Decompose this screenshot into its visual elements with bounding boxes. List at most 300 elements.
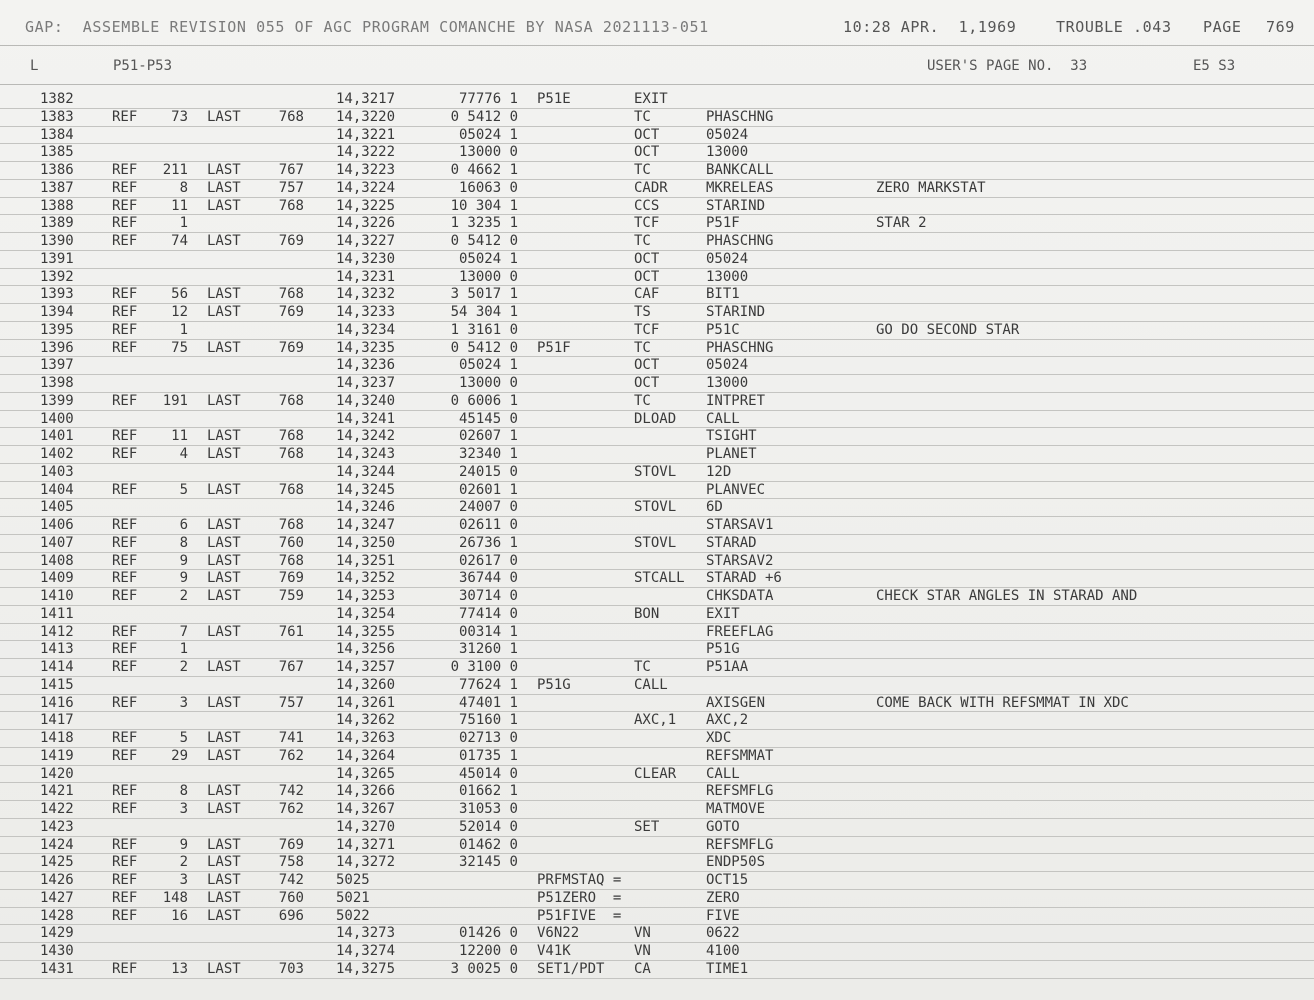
line-number: 1428 xyxy=(40,907,74,924)
header-divider xyxy=(0,45,1314,46)
last-keyword: LAST xyxy=(207,907,241,924)
operand: STARIND xyxy=(706,304,766,320)
trouble-value: TROUBLE .043 xyxy=(1056,18,1172,36)
operand: OCT15 xyxy=(706,872,749,888)
memory-address: 14,3264 xyxy=(336,747,396,764)
memory-address: 14,3266 xyxy=(336,783,396,800)
listing-row xyxy=(0,162,1314,180)
octal-code: 0 6006 1 xyxy=(450,392,518,409)
operand: REFSMMAT xyxy=(706,747,774,764)
operand: MATMOVE xyxy=(706,801,766,817)
ref-count: 8 xyxy=(179,783,188,800)
last-keyword: LAST xyxy=(207,872,241,888)
listing-row xyxy=(0,535,1314,553)
memory-address: 14,3272 xyxy=(336,854,396,871)
last-page: 696 xyxy=(278,907,304,924)
opcode: CADR xyxy=(634,179,668,196)
ref-keyword: REF xyxy=(112,339,138,356)
listing-row xyxy=(0,446,1314,464)
last-keyword: LAST xyxy=(207,179,241,196)
octal-code: 1 3235 1 xyxy=(450,215,518,232)
memory-address: 14,3242 xyxy=(336,428,396,445)
opcode: CCS xyxy=(634,197,660,214)
last-page: 758 xyxy=(278,854,304,871)
sheet-code: E5 S3 xyxy=(1193,58,1236,74)
listing-row xyxy=(0,286,1314,304)
listing-row xyxy=(0,748,1314,766)
line-number: 1399 xyxy=(40,392,74,409)
ref-keyword: REF xyxy=(112,659,138,675)
operand: STARSAV2 xyxy=(706,552,774,569)
operand: STARAD +6 xyxy=(706,570,782,587)
symbol-label: PRFMSTAQ = xyxy=(537,872,622,888)
comment: STAR 2 xyxy=(876,215,927,232)
ref-count: 3 xyxy=(179,801,188,817)
listing-row xyxy=(0,322,1314,340)
ref-count: 8 xyxy=(179,179,188,196)
operand: 13000 xyxy=(706,144,749,161)
operand: INTPRET xyxy=(706,392,766,409)
ref-count: 5 xyxy=(179,481,188,498)
listing-row xyxy=(0,695,1314,713)
ref-keyword: REF xyxy=(112,836,138,853)
ref-count: 2 xyxy=(179,588,188,604)
line-number: 1404 xyxy=(40,481,74,498)
listing-row xyxy=(0,837,1314,855)
last-keyword: LAST xyxy=(207,197,241,214)
ref-count: 9 xyxy=(179,836,188,853)
line-number: 1402 xyxy=(40,446,74,462)
memory-address: 14,3254 xyxy=(336,605,396,622)
ref-count: 11 xyxy=(171,197,188,214)
last-keyword: LAST xyxy=(207,552,241,569)
memory-address: 14,3220 xyxy=(336,108,396,125)
ref-count: 9 xyxy=(179,552,188,569)
opcode: OCT xyxy=(634,126,660,143)
page-number: 769 xyxy=(1266,18,1295,36)
last-keyword: LAST xyxy=(207,233,241,249)
listing-row xyxy=(0,908,1314,926)
listing-row xyxy=(0,411,1314,429)
ref-keyword: REF xyxy=(112,730,138,746)
octal-code: 05024 1 xyxy=(458,126,518,143)
ref-keyword: REF xyxy=(112,321,138,338)
listing-row xyxy=(0,269,1314,287)
octal-code: 01662 1 xyxy=(458,783,518,800)
listing-row xyxy=(0,251,1314,269)
symbol-label: V41K xyxy=(537,943,571,959)
line-number: 1419 xyxy=(40,747,74,764)
comment: CHECK STAR ANGLES IN STARAD AND xyxy=(876,588,1138,604)
last-page: 769 xyxy=(278,304,304,320)
operand: BANKCALL xyxy=(706,162,774,178)
memory-address: 14,3246 xyxy=(336,499,396,516)
ref-keyword: REF xyxy=(112,872,138,888)
listing-row xyxy=(0,357,1314,375)
memory-address: 14,3235 xyxy=(336,339,396,356)
operand: MKRELEAS xyxy=(706,179,774,196)
line-number: 1410 xyxy=(40,588,74,604)
last-keyword: LAST xyxy=(207,339,241,356)
opcode: TC xyxy=(634,162,651,178)
opcode: OCT xyxy=(634,357,660,374)
ref-keyword: REF xyxy=(112,534,138,551)
opcode: CLEAR xyxy=(634,765,677,782)
ref-count: 29 xyxy=(171,747,188,764)
ref-keyword: REF xyxy=(112,623,138,640)
line-number: 1400 xyxy=(40,410,74,427)
operand: STARSAV1 xyxy=(706,517,774,533)
last-keyword: LAST xyxy=(207,960,241,977)
operand: ZERO xyxy=(706,889,740,906)
operand: TIME1 xyxy=(706,960,749,977)
ref-keyword: REF xyxy=(112,907,138,924)
memory-address: 14,3225 xyxy=(336,197,396,214)
listing-row xyxy=(0,464,1314,482)
listing-row xyxy=(0,198,1314,216)
octal-code: 02611 0 xyxy=(458,517,518,533)
ref-keyword: REF xyxy=(112,517,138,533)
opcode: STOVL xyxy=(634,534,677,551)
line-number: 1427 xyxy=(40,889,74,906)
octal-code: 45145 0 xyxy=(458,410,518,427)
line-number: 1423 xyxy=(40,818,74,835)
memory-address: 14,3262 xyxy=(336,712,396,729)
line-number: 1414 xyxy=(40,659,74,675)
memory-address: 14,3273 xyxy=(336,925,396,942)
ref-count: 1 xyxy=(179,321,188,338)
last-page: 768 xyxy=(278,428,304,445)
opcode: VN xyxy=(634,943,651,959)
ref-count: 2 xyxy=(179,854,188,871)
operand: 6D xyxy=(706,499,723,516)
octal-code: 52014 0 xyxy=(458,818,518,835)
octal-code: 54 304 1 xyxy=(450,304,518,320)
line-number: 1408 xyxy=(40,552,74,569)
listing-row xyxy=(0,730,1314,748)
last-keyword: LAST xyxy=(207,304,241,320)
octal-code: 26736 1 xyxy=(458,534,518,551)
listing-row xyxy=(0,304,1314,322)
line-number: 1406 xyxy=(40,517,74,533)
memory-address: 14,3244 xyxy=(336,463,396,480)
ref-keyword: REF xyxy=(112,889,138,906)
listing-row xyxy=(0,819,1314,837)
line-number: 1416 xyxy=(40,694,74,711)
last-page: 761 xyxy=(278,623,304,640)
ref-keyword: REF xyxy=(112,179,138,196)
last-page: 759 xyxy=(278,588,304,604)
listing-row xyxy=(0,127,1314,145)
operand: AXISGEN xyxy=(706,694,766,711)
page-subheader xyxy=(0,58,1314,78)
ref-keyword: REF xyxy=(112,108,138,125)
memory-address: 14,3250 xyxy=(336,534,396,551)
line-number: 1415 xyxy=(40,676,74,693)
memory-address: 14,3251 xyxy=(336,552,396,569)
listing-row xyxy=(0,783,1314,801)
last-page: 768 xyxy=(278,517,304,533)
octal-code: 31260 1 xyxy=(458,641,518,658)
ref-count: 9 xyxy=(179,570,188,587)
opcode: TCF xyxy=(634,215,660,232)
listing-mark: L xyxy=(30,58,39,74)
opcode: OCT xyxy=(634,375,660,391)
listing-row xyxy=(0,180,1314,198)
last-page: 762 xyxy=(278,801,304,817)
operand: XDC xyxy=(706,730,732,746)
listing-row xyxy=(0,801,1314,819)
octal-code: 36744 0 xyxy=(458,570,518,587)
last-page: 769 xyxy=(278,836,304,853)
operand: 05024 xyxy=(706,126,749,143)
memory-address: 14,3223 xyxy=(336,162,396,178)
opcode: VN xyxy=(634,925,651,942)
listing-row xyxy=(0,91,1314,109)
line-number: 1391 xyxy=(40,250,74,267)
listing-row xyxy=(0,712,1314,730)
octal-code: 75160 1 xyxy=(458,712,518,729)
memory-address: 14,3234 xyxy=(336,321,396,338)
listing-row xyxy=(0,393,1314,411)
ref-count: 148 xyxy=(162,889,188,906)
octal-code: 0 5412 0 xyxy=(450,233,518,249)
last-keyword: LAST xyxy=(207,889,241,906)
operand: AXC,2 xyxy=(706,712,749,729)
last-keyword: LAST xyxy=(207,570,241,587)
octal-code: 30714 0 xyxy=(458,588,518,604)
opcode: CA xyxy=(634,960,651,977)
ref-count: 11 xyxy=(171,428,188,445)
memory-address: 14,3271 xyxy=(336,836,396,853)
symbol-label: SET1/PDT xyxy=(537,960,605,977)
ref-count: 5 xyxy=(179,730,188,746)
ref-count: 75 xyxy=(171,339,188,356)
opcode: SET xyxy=(634,818,660,835)
memory-address: 14,3267 xyxy=(336,801,396,817)
operand: 4100 xyxy=(706,943,740,959)
last-keyword: LAST xyxy=(207,747,241,764)
line-number: 1389 xyxy=(40,215,74,232)
listing-row xyxy=(0,961,1314,979)
octal-code: 32145 0 xyxy=(458,854,518,871)
line-number: 1426 xyxy=(40,872,74,888)
ref-count: 73 xyxy=(171,108,188,125)
line-number: 1387 xyxy=(40,179,74,196)
line-number: 1390 xyxy=(40,233,74,249)
octal-code: 24015 0 xyxy=(458,463,518,480)
line-number: 1384 xyxy=(40,126,74,143)
memory-address: 14,3253 xyxy=(336,588,396,604)
page-label: PAGE xyxy=(1203,18,1242,36)
operand: P51C xyxy=(706,321,740,338)
last-page: 742 xyxy=(278,872,304,888)
octal-code: 12200 0 xyxy=(458,943,518,959)
memory-address: 14,3265 xyxy=(336,765,396,782)
ref-keyword: REF xyxy=(112,392,138,409)
listing-row xyxy=(0,659,1314,677)
line-number: 1405 xyxy=(40,499,74,516)
operand: PLANVEC xyxy=(706,481,766,498)
memory-address: 14,3275 xyxy=(336,960,396,977)
last-page: 742 xyxy=(278,783,304,800)
ref-keyword: REF xyxy=(112,694,138,711)
opcode: OCT xyxy=(634,268,660,285)
operand: PLANET xyxy=(706,446,757,462)
line-number: 1383 xyxy=(40,108,74,125)
ref-keyword: REF xyxy=(112,197,138,214)
listing-row xyxy=(0,588,1314,606)
operand: P51AA xyxy=(706,659,749,675)
ref-count: 6 xyxy=(179,517,188,533)
comment: GO DO SECOND STAR xyxy=(876,321,1020,338)
listing-row xyxy=(0,553,1314,571)
memory-address: 14,3217 xyxy=(336,91,396,107)
ref-count: 1 xyxy=(179,641,188,658)
operand: CHKSDATA xyxy=(706,588,774,604)
ref-count: 1 xyxy=(179,215,188,232)
listing-row xyxy=(0,375,1314,393)
octal-code: 05024 1 xyxy=(458,250,518,267)
operand: 12D xyxy=(706,463,732,480)
memory-address: 14,3222 xyxy=(336,144,396,161)
last-keyword: LAST xyxy=(207,392,241,409)
symbol-label: P51G xyxy=(537,676,571,693)
octal-code: 32340 1 xyxy=(458,446,518,462)
operand: PHASCHNG xyxy=(706,233,774,249)
line-number: 1396 xyxy=(40,339,74,356)
line-number: 1386 xyxy=(40,162,74,178)
line-number: 1417 xyxy=(40,712,74,729)
ref-count: 3 xyxy=(179,694,188,711)
opcode: STCALL xyxy=(634,570,685,587)
last-keyword: LAST xyxy=(207,854,241,871)
symbol-label: P51E xyxy=(537,91,571,107)
opcode: TC xyxy=(634,233,651,249)
ref-count: 12 xyxy=(171,304,188,320)
last-keyword: LAST xyxy=(207,783,241,800)
line-number: 1429 xyxy=(40,925,74,942)
listing-row xyxy=(0,854,1314,872)
octal-code: 3 5017 1 xyxy=(450,286,518,303)
memory-address: 14,3257 xyxy=(336,659,396,675)
memory-address: 14,3233 xyxy=(336,304,396,320)
listing-row xyxy=(0,517,1314,535)
ref-keyword: REF xyxy=(112,446,138,462)
listing-row xyxy=(0,499,1314,517)
operand: P51F xyxy=(706,215,740,232)
ref-keyword: REF xyxy=(112,481,138,498)
octal-code: 02617 0 xyxy=(458,552,518,569)
line-number: 1388 xyxy=(40,197,74,214)
memory-address: 14,3270 xyxy=(336,818,396,835)
line-number: 1398 xyxy=(40,375,74,391)
comment: COME BACK WITH REFSMMAT IN XDC xyxy=(876,694,1129,711)
memory-address: 14,3247 xyxy=(336,517,396,533)
opcode: OCT xyxy=(634,250,660,267)
octal-code: 3 0025 0 xyxy=(450,960,518,977)
last-keyword: LAST xyxy=(207,534,241,551)
ref-keyword: REF xyxy=(112,570,138,587)
line-number: 1395 xyxy=(40,321,74,338)
memory-address: 14,3241 xyxy=(336,410,396,427)
ref-keyword: REF xyxy=(112,801,138,817)
listing-row xyxy=(0,109,1314,127)
octal-code: 01735 1 xyxy=(458,747,518,764)
line-number: 1393 xyxy=(40,286,74,303)
octal-code: 77624 1 xyxy=(458,676,518,693)
operand: 0622 xyxy=(706,925,740,942)
octal-code: 00314 1 xyxy=(458,623,518,640)
operand: REFSMFLG xyxy=(706,783,774,800)
listing-rows xyxy=(0,91,1314,979)
opcode: CALL xyxy=(634,676,668,693)
octal-code: 02601 1 xyxy=(458,481,518,498)
last-page: 767 xyxy=(278,659,304,675)
memory-address: 14,3224 xyxy=(336,179,396,196)
octal-code: 0 5412 0 xyxy=(450,108,518,125)
memory-address: 14,3261 xyxy=(336,694,396,711)
line-number: 1412 xyxy=(40,623,74,640)
line-number: 1394 xyxy=(40,304,74,320)
octal-code: 01462 0 xyxy=(458,836,518,853)
operand: GOTO xyxy=(706,818,740,835)
ref-keyword: REF xyxy=(112,286,138,303)
ref-count: 56 xyxy=(171,286,188,303)
last-keyword: LAST xyxy=(207,286,241,303)
octal-code: 13000 0 xyxy=(458,268,518,285)
listing-row xyxy=(0,340,1314,358)
line-number: 1430 xyxy=(40,943,74,959)
last-page: 760 xyxy=(278,534,304,551)
line-number: 1421 xyxy=(40,783,74,800)
opcode: BON xyxy=(634,605,660,622)
listing-row xyxy=(0,570,1314,588)
last-keyword: LAST xyxy=(207,801,241,817)
memory-address: 14,3237 xyxy=(336,375,396,391)
opcode: STOVL xyxy=(634,499,677,516)
memory-address: 14,3232 xyxy=(336,286,396,303)
octal-code: 0 5412 0 xyxy=(450,339,518,356)
operand: PHASCHNG xyxy=(706,339,774,356)
line-number: 1418 xyxy=(40,730,74,746)
listing-row xyxy=(0,943,1314,961)
octal-code: 1 3161 0 xyxy=(450,321,518,338)
ref-keyword: REF xyxy=(112,747,138,764)
ref-keyword: REF xyxy=(112,854,138,871)
memory-address: 14,3260 xyxy=(336,676,396,693)
subheader-divider xyxy=(0,84,1314,85)
operand: TSIGHT xyxy=(706,428,757,445)
memory-address: 5022 xyxy=(336,907,370,924)
octal-code: 16063 0 xyxy=(458,179,518,196)
last-keyword: LAST xyxy=(207,428,241,445)
operand: 13000 xyxy=(706,268,749,285)
ref-count: 211 xyxy=(162,162,188,178)
octal-code: 05024 1 xyxy=(458,357,518,374)
octal-code: 0 3100 0 xyxy=(450,659,518,675)
ref-keyword: REF xyxy=(112,162,138,178)
listing-row xyxy=(0,925,1314,943)
octal-code: 10 304 1 xyxy=(450,197,518,214)
memory-address: 14,3227 xyxy=(336,233,396,249)
last-page: 768 xyxy=(278,286,304,303)
opcode: OCT xyxy=(634,144,660,161)
last-page: 767 xyxy=(278,162,304,178)
ref-keyword: REF xyxy=(112,215,138,232)
last-keyword: LAST xyxy=(207,517,241,533)
ref-keyword: REF xyxy=(112,960,138,977)
